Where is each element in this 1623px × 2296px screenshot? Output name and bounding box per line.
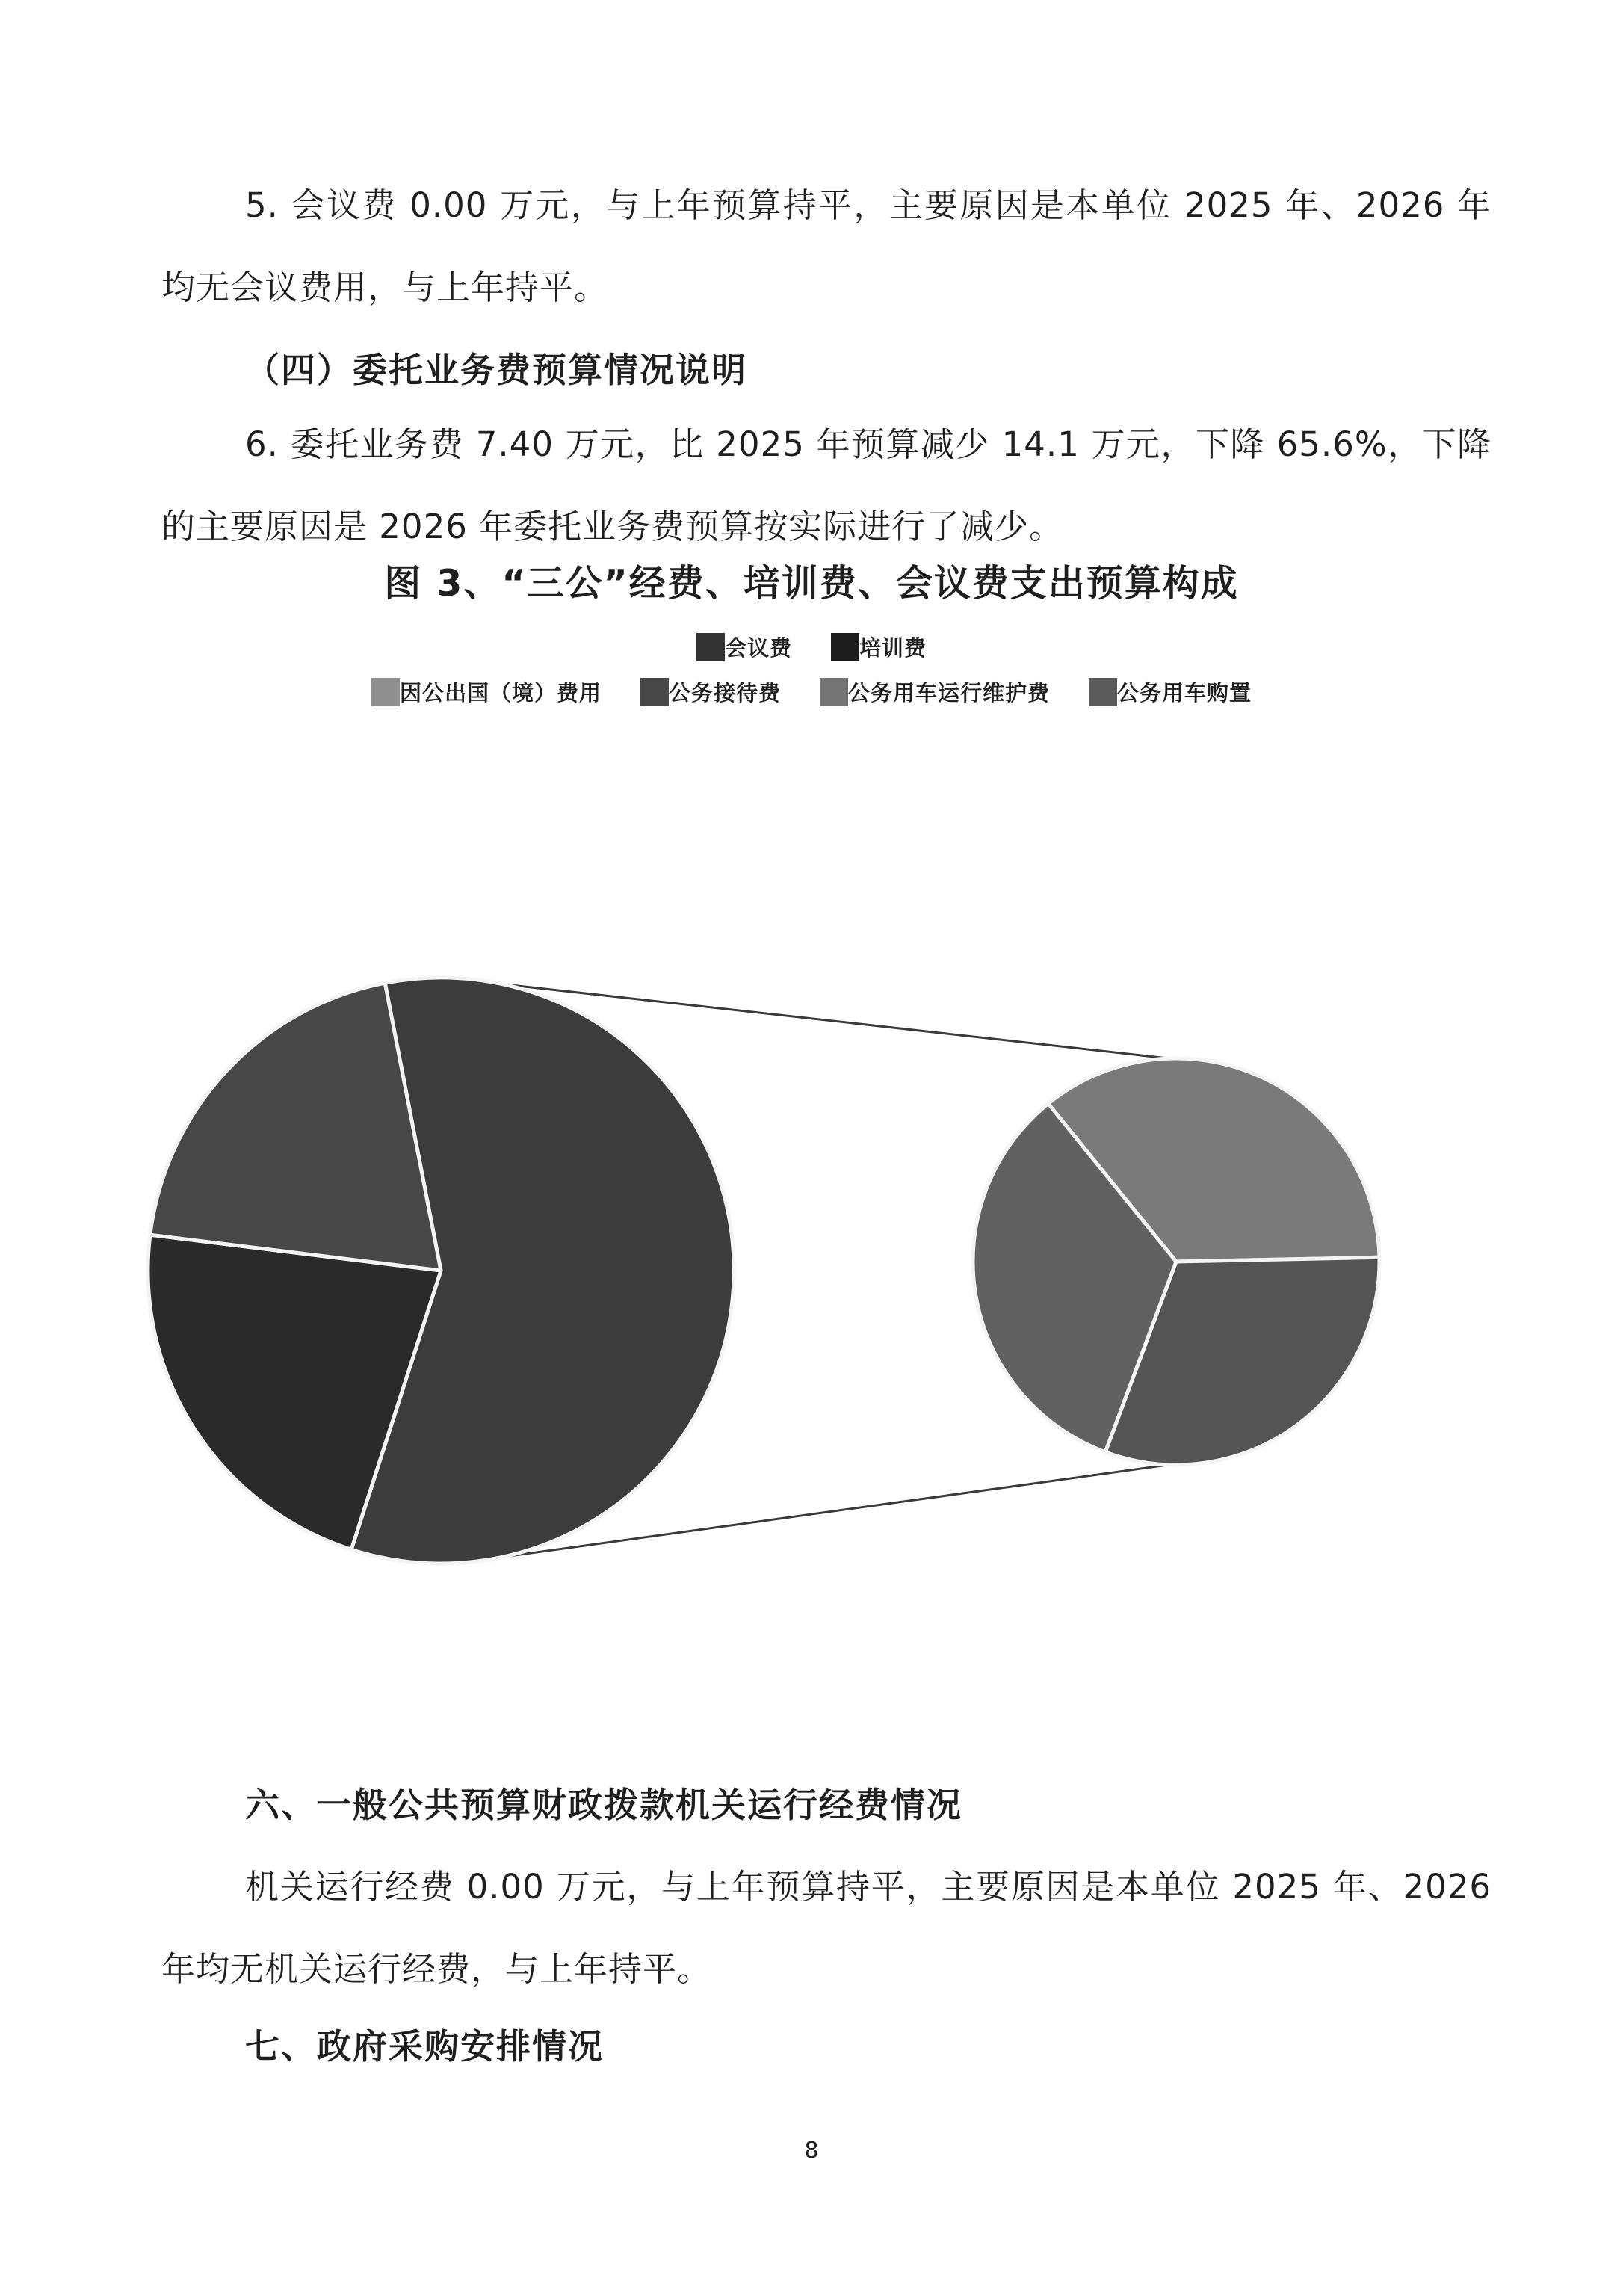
legend-item-meeting-fee bbox=[696, 632, 792, 662]
heading-operating-expenses: 六、一般公共预算财政拨款机关运行经费情况 bbox=[245, 1785, 962, 1825]
heading-government-procurement: 七、政府采购安排情况 bbox=[245, 2026, 604, 2067]
paragraph-commissioned-business-fee: 6. 委托业务费 7.40 万元，比 2025 年预算减少 14.1 万元，下降 65.6%，下降的主要原因是 2026 年委托业务费预算按实际进行了减少。 bbox=[161, 425, 1491, 546]
legend-label-official-reception: 公务接待费 bbox=[668, 680, 781, 706]
legend-label-meeting-fee: 会议费 bbox=[724, 635, 792, 661]
legend-swatch-meeting-fee bbox=[696, 633, 725, 661]
chart-legend-row-1 bbox=[0, 632, 1623, 662]
legend-label-vehicle-purchase: 公务用车购置 bbox=[1117, 680, 1252, 706]
legend-item-vehicle-purchase bbox=[1089, 676, 1252, 707]
chart-legend-row-2 bbox=[0, 676, 1623, 707]
legend-swatch-training-fee bbox=[831, 633, 859, 661]
legend-swatch-vehicle-purchase bbox=[1089, 678, 1117, 706]
page-number: 8 bbox=[804, 2138, 819, 2164]
legend-label-overseas-travel: 因公出国（境）费用 bbox=[399, 680, 602, 706]
heading-commissioned-business-fee: （四）委托业务费预算情况说明 bbox=[245, 350, 747, 390]
legend-label-vehicle-maintenance: 公务用车运行维护费 bbox=[848, 680, 1051, 706]
pie-of-pie-chart bbox=[0, 897, 1623, 1622]
paragraph-meeting-fee: 5. 会议费 0.00 万元，与上年预算持平，主要原因是本单位 2025 年、2026 年均无会议费用，与上年持平。 bbox=[161, 185, 1492, 307]
paragraph-operating-expenses: 机关运行经费 0.00 万元，与上年预算持平，主要原因是本单位 2025 年、2026 年均无机关运行经费，与上年持平。 bbox=[161, 1867, 1491, 1989]
legend-swatch-overseas-travel bbox=[371, 678, 400, 706]
chart-title: 图 3、“三公”经费、培训费、会议费支出预算构成 bbox=[384, 562, 1239, 605]
legend-item-overseas-travel bbox=[371, 676, 602, 707]
legend-swatch-official-reception bbox=[640, 678, 669, 706]
legend-item-vehicle-maintenance bbox=[820, 676, 1050, 707]
legend-swatch-vehicle-maintenance bbox=[820, 678, 848, 706]
legend-item-training-fee bbox=[831, 632, 927, 662]
legend-item-official-reception bbox=[640, 676, 781, 707]
legend-label-training-fee: 培训费 bbox=[859, 635, 927, 661]
